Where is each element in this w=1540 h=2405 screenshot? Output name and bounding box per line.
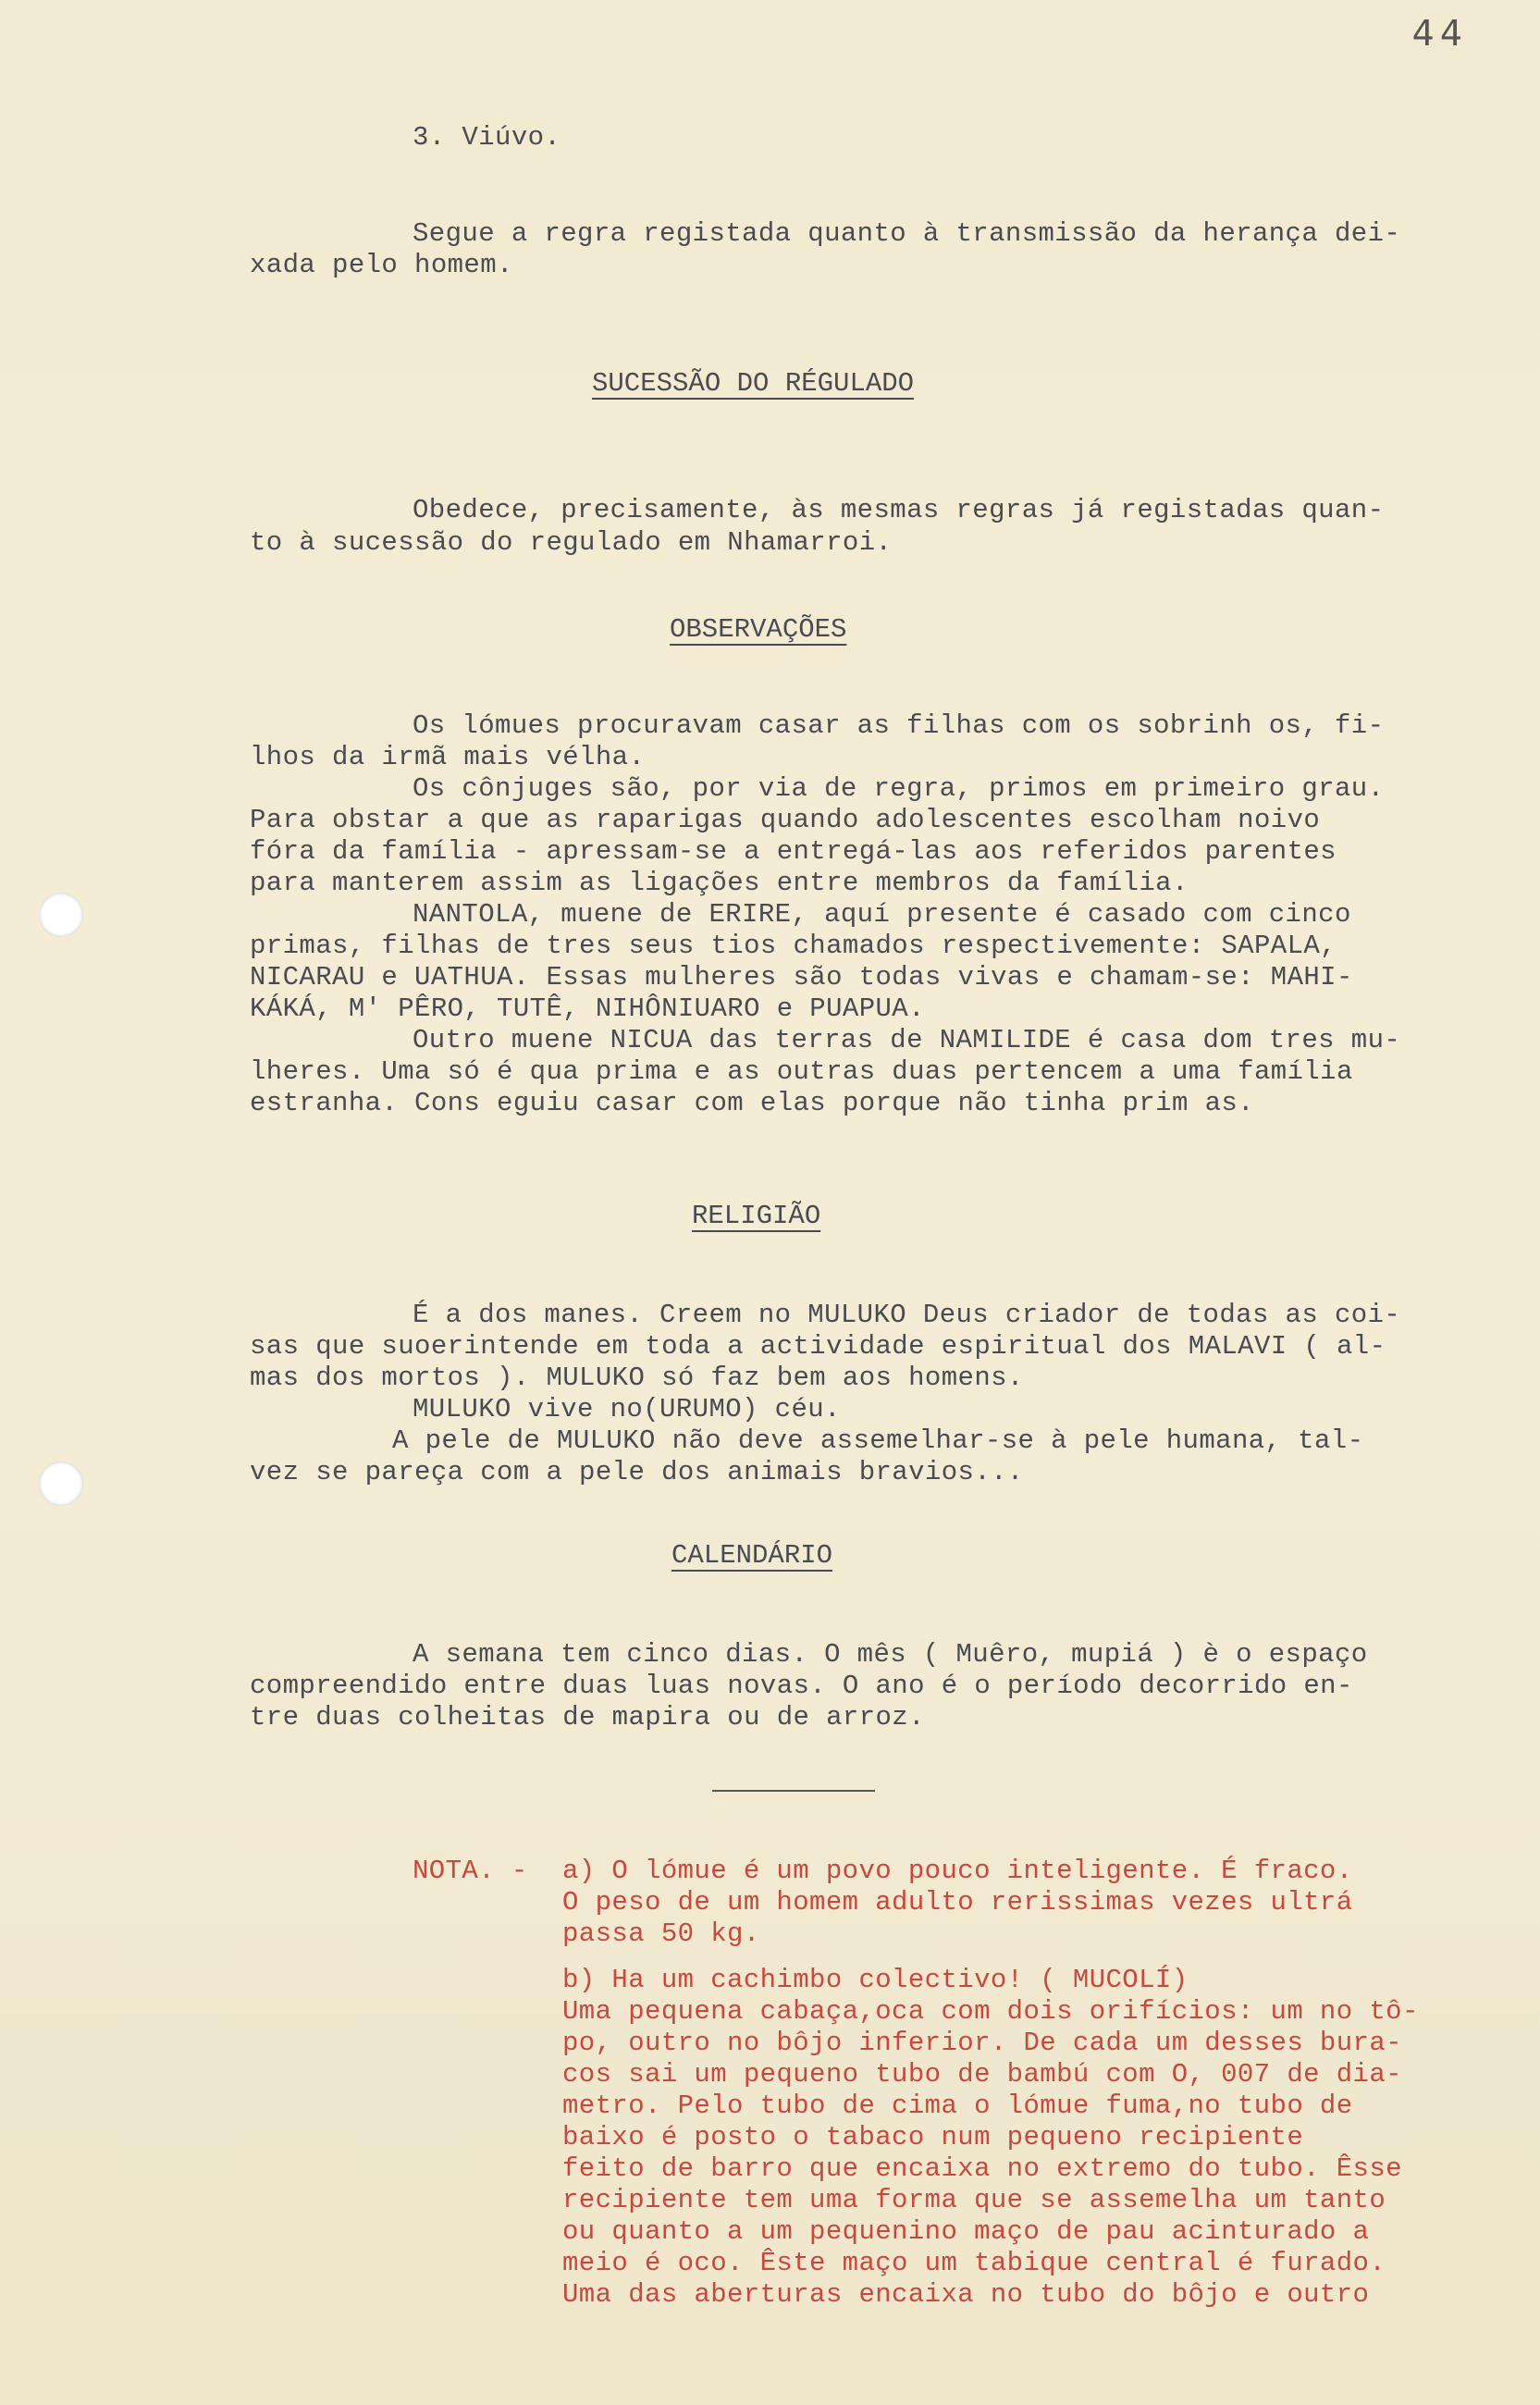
text-line: KÁKÁ, M' PÊRO, TUTÊ, NIHÔNIUARO e PUAPUA.	[250, 993, 925, 1024]
note-label: NOTA. -	[413, 1856, 528, 1886]
text-line: estranha. Cons eguiu casar com elas porque não tinha prim as.	[250, 1088, 1254, 1118]
section-divider	[712, 1790, 875, 1792]
note-line: ou quanto a um pequenino maço de pau acinturado a	[562, 2216, 1370, 2247]
religion-heading: RELIGIÃO	[692, 1201, 821, 1231]
text-line: lhos da irmã mais vélha.	[250, 742, 646, 772]
note-line: po, outro no bôjo inferior. De cada um desses bura-	[562, 2028, 1402, 2058]
note-line: cos sai um pequeno tubo de bambú com O, 007 de dia-	[562, 2059, 1402, 2090]
text-line: mas dos mortos ). MULUKO só faz bem aos homens.	[250, 1363, 1024, 1393]
text-line: tre duas colheitas de mapira ou de arroz.	[250, 1702, 925, 1733]
note-line: Uma das aberturas encaixa no tubo do bôjo e outro	[562, 2279, 1370, 2310]
text-line: Outro muene NICUA das terras de NAMILIDE é casa dom tres mu-	[413, 1025, 1401, 1055]
note-line: recipiente tem uma forma que se assemelha um tanto	[562, 2185, 1386, 2215]
text-line: lheres. Uma só é qua prima e as outras duas pertencem a uma família	[250, 1056, 1353, 1087]
text-line: NICARAU e UATHUA. Essas mulheres são todas vivas e chamam-se: MAHI-	[250, 962, 1353, 993]
note-line: baixo é posto o tabaco num pequeno recipiente	[562, 2122, 1304, 2152]
note-line: metro. Pelo tubo de cima o lómue fuma,no tubo de	[562, 2090, 1353, 2121]
text-line: A pele de MULUKO não deve assemelhar-se à pele humana, tal-	[392, 1425, 1364, 1456]
calendar-heading: CALENDÁRIO	[671, 1540, 833, 1571]
text-line: xada pelo homem.	[250, 250, 513, 280]
text-line: primas, filhas de tres seus tios chamados respectivemente: SAPALA,	[250, 931, 1337, 961]
page-number: 44	[1411, 13, 1468, 54]
punch-hole-top	[39, 893, 83, 937]
text-line: MULUKO vive no(URUMO) céu.	[413, 1394, 841, 1424]
note-line: passa 50 kg.	[562, 1918, 760, 1949]
note-line: Uma pequena cabaça,oca com dois orifícios: um no tô-	[562, 1996, 1419, 2027]
text-line: para manterem assim as ligações entre membros da família.	[250, 868, 1189, 898]
text-line: Obedece, precisamente, às mesmas regras já registadas quan-	[413, 495, 1385, 525]
note-line: meio é oco. Êste maço um tabique central é furado.	[562, 2248, 1386, 2278]
observations-heading: OBSERVAÇÕES	[670, 614, 847, 645]
punch-hole-bottom	[39, 1462, 83, 1506]
text-line: NANTOLA, muene de ERIRE, aquí presente é casado com cinco	[413, 899, 1351, 930]
text-line: to à sucessão do regulado em Nhamarroi.	[250, 527, 893, 558]
text-line: fóra da família - apressam-se a entregá-las aos referidos parentes	[250, 836, 1337, 867]
note-line: O peso de um homem adulto rerissimas vezes ultrá	[562, 1887, 1353, 1918]
text-line: sas que suoerintende em toda a actividade espiritual dos MALAVI ( al-	[250, 1331, 1386, 1362]
note-line: a) O lómue é um povo pouco inteligente. É fraco.	[562, 1856, 1353, 1886]
widower-title: 3. Viúvo.	[413, 122, 561, 153]
succession-heading: SUCESSÃO DO RÉGULADO	[592, 368, 915, 399]
text-line: Segue a regra registada quanto à transmissão da herança dei-	[413, 218, 1401, 249]
text-line: Os cônjuges são, por via de regra, primos em primeiro grau.	[413, 773, 1385, 804]
note-line: feito de barro que encaixa no extremo do tubo. Êsse	[562, 2153, 1402, 2184]
text-line: Os lómues procuravam casar as filhas com os sobrinh os, fi-	[413, 710, 1385, 741]
text-line: A semana tem cinco dias. O mês ( Muêro, mupiá ) è o espaço	[413, 1639, 1368, 1670]
text-line: compreendido entre duas luas novas. O ano é o período decorrido en-	[250, 1671, 1353, 1701]
text-line: vez se pareça com a pele dos animais bravios...	[250, 1457, 1024, 1487]
text-line: É a dos manes. Creem no MULUKO Deus criador de todas as coi-	[413, 1300, 1401, 1330]
text-line: Para obstar a que as raparigas quando adolescentes escolham noivo	[250, 805, 1321, 835]
note-line: b) Ha um cachimbo colectivo! ( MUCOLÍ)	[562, 1965, 1189, 1995]
